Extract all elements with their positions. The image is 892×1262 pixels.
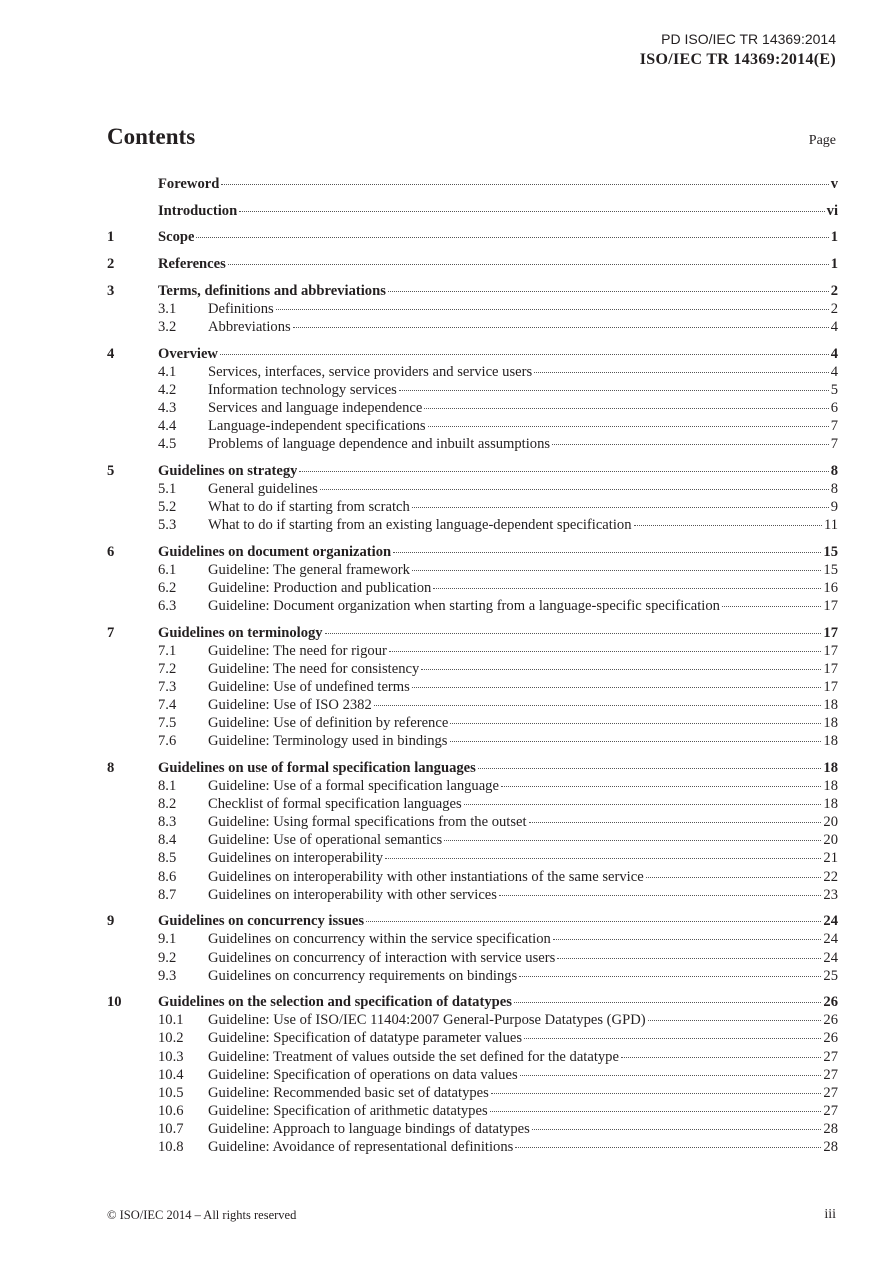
toc-entry-title: Guideline: Specification of arithmetic datatypes <box>208 1102 488 1119</box>
page-column-label: Page <box>808 133 836 148</box>
toc-entry-page: 26 <box>823 994 838 1011</box>
toc-entry-number: 10.7 <box>158 1120 184 1137</box>
toc-entry-number: 8.6 <box>158 868 177 885</box>
toc-entry-main[interactable] <box>107 624 838 642</box>
toc-entry-page: 25 <box>823 967 838 984</box>
dot-leader <box>450 723 821 724</box>
dot-leader <box>276 309 829 310</box>
dot-leader <box>412 507 829 508</box>
toc-entry-sub[interactable] <box>107 732 838 750</box>
dot-leader <box>634 525 822 526</box>
dot-leader <box>228 264 829 265</box>
toc-entry-title: Guideline: Use of operational semantics <box>208 832 443 849</box>
toc-entry-title: References <box>158 256 226 273</box>
dot-leader <box>648 1020 822 1021</box>
dot-leader <box>393 552 821 553</box>
toc-entry-title: Guideline: Use of ISO 2382 <box>208 697 372 714</box>
toc-entry-sub[interactable] <box>107 498 838 516</box>
toc-entry-sub[interactable] <box>107 516 838 534</box>
toc-entry-sub[interactable] <box>107 417 838 435</box>
toc-entry-number: 5.3 <box>158 517 177 534</box>
toc-entry-sub[interactable] <box>107 642 838 660</box>
toc-entry-title: Services and language independence <box>208 399 423 416</box>
toc-entry-sub[interactable] <box>107 399 838 417</box>
header-document-id: PD ISO/IEC TR 14369:2014 <box>661 31 836 47</box>
toc-entry-number: 7.5 <box>158 715 177 732</box>
toc-entry-title: Abbreviations <box>208 318 291 335</box>
toc-entry-title: Guidelines on concurrency issues <box>158 913 365 930</box>
toc-entry-sub[interactable] <box>107 696 838 714</box>
dot-leader <box>532 1129 822 1130</box>
toc-entry-sub[interactable] <box>107 949 838 967</box>
toc-entry-main[interactable] <box>107 345 838 363</box>
toc-entry-sub[interactable] <box>107 300 838 318</box>
toc-entry-page: 20 <box>823 832 838 849</box>
toc-entry-page: 7 <box>830 418 838 434</box>
toc-entry-page: 17 <box>823 642 838 659</box>
toc-entry-title: Checklist of formal specification languages <box>208 796 462 813</box>
toc-entry-sub[interactable] <box>107 849 838 867</box>
toc-entry-number: 7.4 <box>158 697 177 714</box>
toc-entry-title: Problems of language dependence and inbuilt assumptions <box>208 436 551 453</box>
toc-entry-main[interactable] <box>107 228 838 246</box>
dot-leader <box>501 786 821 787</box>
toc-entry-sub[interactable] <box>107 795 838 813</box>
toc-entry-page: 18 <box>823 778 838 795</box>
dot-leader <box>464 804 822 805</box>
toc-entry-page: 16 <box>823 579 838 596</box>
toc-entry-number: 6.3 <box>158 598 177 615</box>
toc-entry-number: 4.3 <box>158 399 177 416</box>
toc-entry-page: 26 <box>823 1012 838 1029</box>
toc-entry-sub[interactable] <box>107 831 838 849</box>
toc-entry-title: Guidelines on terminology <box>158 624 323 641</box>
dot-leader <box>621 1057 821 1058</box>
dot-leader <box>646 877 822 878</box>
toc-entry-title: Guideline: Using formal specifications from the outset <box>208 814 527 831</box>
dot-leader <box>412 687 822 688</box>
toc-entry-title: Guideline: The general framework <box>208 561 410 578</box>
toc-entry-title: Guideline: Approach to language bindings of datatypes <box>208 1120 530 1137</box>
dot-leader <box>412 570 821 571</box>
toc-entry-sub[interactable] <box>107 660 838 678</box>
toc-entry-number: 9 <box>107 913 115 930</box>
toc-entry-number: 7.1 <box>158 642 177 659</box>
toc-entry-title: Guideline: Specification of datatype parameter values <box>208 1030 523 1047</box>
toc-entry-main[interactable] <box>107 993 838 1011</box>
toc-entry-title: Guideline: Production and publication <box>208 579 432 596</box>
dot-leader <box>529 822 822 823</box>
toc-entry-number: 10.1 <box>158 1012 184 1029</box>
toc-entry-page: 26 <box>823 1030 838 1047</box>
dot-leader <box>524 1038 821 1039</box>
toc-entry-number: 4.5 <box>158 436 177 453</box>
toc-entry-title: Guideline: Use of ISO/IEC 11404:2007 General-Purpose Datatypes (GPD) <box>208 1012 646 1029</box>
toc-entry-number: 7.3 <box>158 679 177 695</box>
toc-entry-page: 28 <box>823 1139 838 1156</box>
dot-leader <box>320 489 829 490</box>
dot-leader <box>366 921 821 922</box>
toc-entry-title: Guidelines on interoperability with other services <box>208 886 497 903</box>
toc-entry-sub[interactable] <box>107 381 838 399</box>
dot-leader <box>491 1093 822 1094</box>
toc-entry-page: 4 <box>830 318 838 335</box>
toc-entry-page: 17 <box>823 679 838 695</box>
toc-entry-page: 27 <box>823 1102 838 1119</box>
dot-leader <box>520 1075 822 1076</box>
toc-entry-title: What to do if starting from an existing language-dependent specification <box>208 517 632 534</box>
toc-entry-number: 10.6 <box>158 1102 184 1119</box>
toc-entry-number: 10.4 <box>158 1066 184 1083</box>
toc-entry-sub[interactable] <box>107 777 838 795</box>
toc-entry-number: 2 <box>107 256 115 273</box>
toc-entry-main[interactable] <box>107 255 838 273</box>
toc-entry-page: 1 <box>830 256 838 273</box>
toc-entry-sub[interactable] <box>107 1066 838 1084</box>
toc-entry-main[interactable] <box>107 462 838 480</box>
toc-entry-number: 8 <box>107 759 115 776</box>
toc-entry-main[interactable] <box>107 912 838 930</box>
toc-entry-number: 10.2 <box>158 1030 184 1047</box>
toc-entry-number: 3 <box>107 282 115 299</box>
toc-entry-main[interactable] <box>107 175 838 193</box>
dot-leader <box>499 895 821 896</box>
toc-entry-title: Guidelines on the selection and specification of datatypes <box>158 994 512 1011</box>
toc-entry-title: Guidelines on concurrency within the service specification <box>208 931 551 948</box>
toc-entry-page: 6 <box>830 399 838 416</box>
dot-leader <box>421 669 821 670</box>
dot-leader <box>722 606 821 607</box>
toc-entry-page: 8 <box>830 480 838 497</box>
dot-leader <box>444 840 821 841</box>
toc-entry-title: Definitions <box>208 300 274 317</box>
toc-entry-sub[interactable] <box>107 813 838 831</box>
toc-entry-title: Introduction <box>158 202 238 219</box>
toc-entry-sub[interactable] <box>107 318 838 336</box>
toc-entry-title: Guidelines on use of formal specification languages <box>158 759 476 776</box>
toc-entry-page: 27 <box>823 1084 838 1101</box>
toc-entry-page: 2 <box>830 282 838 299</box>
toc-entry-title: Guideline: The need for rigour <box>208 642 387 659</box>
toc-entry-number: 6 <box>107 543 115 560</box>
toc-entry-title: Guideline: Use of definition by reference <box>208 715 449 732</box>
toc-entry-page: 15 <box>823 561 838 578</box>
toc-entry-page: 20 <box>823 814 838 831</box>
toc-entry-page: 21 <box>823 850 838 867</box>
dot-leader <box>389 651 822 652</box>
toc-entry-sub[interactable] <box>107 678 838 696</box>
toc-entry-number: 4.4 <box>158 418 177 434</box>
toc-entry-page: 22 <box>823 868 838 885</box>
dot-leader <box>299 471 828 472</box>
toc-entry-page: 17 <box>823 660 838 677</box>
toc-entry-title: Guidelines on interoperability <box>208 850 384 867</box>
toc-entry-page: 5 <box>830 381 838 398</box>
toc-entry-title: Guideline: Recommended basic set of datatypes <box>208 1084 489 1101</box>
toc-entry-page: 4 <box>830 345 838 362</box>
toc-entry-page: 24 <box>823 931 838 948</box>
toc-entry-page: v <box>830 176 838 192</box>
toc-entry-number: 10.3 <box>158 1048 184 1065</box>
toc-entry-page: 18 <box>823 697 838 714</box>
dot-leader <box>221 184 828 185</box>
dot-leader <box>196 237 828 238</box>
toc-entry-sub[interactable] <box>107 561 838 579</box>
toc-entry-page: 2 <box>830 300 838 317</box>
toc-entry-title: General guidelines <box>208 480 318 497</box>
toc-entry-number: 6.1 <box>158 561 177 578</box>
toc-entry-number: 5.1 <box>158 480 177 497</box>
toc-entry-page: 18 <box>823 796 838 813</box>
toc-entry-number: 7 <box>107 624 115 641</box>
toc-entry-number: 4.2 <box>158 381 177 398</box>
toc-entry-page: 18 <box>823 759 838 776</box>
toc-entry-number: 5.2 <box>158 498 177 515</box>
toc-entry-title: What to do if starting from scratch <box>208 498 410 515</box>
page-title: Contents <box>107 124 196 149</box>
toc-entry-number: 10 <box>107 994 122 1011</box>
dot-leader <box>557 958 821 959</box>
toc-entry-sub[interactable] <box>107 967 838 985</box>
toc-entry-number: 8.7 <box>158 886 177 903</box>
toc-entry-title: Information technology services <box>208 381 397 398</box>
toc-entry-page: 8 <box>830 462 838 479</box>
dot-leader <box>515 1147 821 1148</box>
toc-entry-page: 23 <box>823 886 838 903</box>
toc-entry-title: Guideline: Terminology used in bindings <box>208 733 448 750</box>
toc-entry-sub[interactable] <box>107 1011 838 1029</box>
toc-entry-number: 10.8 <box>158 1139 184 1156</box>
toc-entry-number: 8.3 <box>158 814 177 831</box>
toc-entry-sub[interactable] <box>107 886 838 904</box>
toc-entry-title: Guideline: Use of a formal specification language <box>208 778 499 795</box>
dot-leader <box>388 291 829 292</box>
toc-entry-title: Scope <box>158 229 195 246</box>
dot-leader <box>399 390 829 391</box>
toc-entry-page: 7 <box>830 436 838 453</box>
toc-entry-number: 5 <box>107 462 115 479</box>
toc-entry-title: Overview <box>158 345 218 362</box>
toc-entry-page: 17 <box>823 598 838 615</box>
toc-entry-sub[interactable] <box>107 480 838 498</box>
toc-entry-title: Terms, definitions and abbreviations <box>158 282 386 299</box>
toc-entry-number: 4.1 <box>158 363 177 380</box>
toc-entry-number: 9.1 <box>158 931 177 948</box>
dot-leader <box>514 1002 822 1003</box>
toc-entry-sub[interactable] <box>107 1048 838 1066</box>
toc-entry-number: 7.2 <box>158 660 177 677</box>
toc-entry-number: 9.2 <box>158 949 177 966</box>
toc-entry-main[interactable] <box>107 759 838 777</box>
toc-entry-title: Guidelines on strategy <box>158 462 298 479</box>
toc-entry-title: Guideline: The need for consistency <box>208 660 420 677</box>
toc-entry-number: 8.2 <box>158 796 177 813</box>
dot-leader <box>239 211 824 212</box>
footer-page-number: iii <box>824 1207 836 1222</box>
toc-entry-title: Guidelines on concurrency requirements on bindings <box>208 967 518 984</box>
toc-entry-number: 8.5 <box>158 850 177 867</box>
footer-copyright: © ISO/IEC 2014 – All rights reserved <box>107 1208 297 1222</box>
toc-entry-page: 4 <box>830 363 838 380</box>
dot-leader <box>220 354 829 355</box>
toc-entry-page: 24 <box>823 949 838 966</box>
toc-entry-title: Foreword <box>158 176 220 192</box>
toc-entry-title: Guideline: Treatment of values outside the set defined for the datatype <box>208 1048 619 1065</box>
toc-entry-page: 17 <box>823 624 838 641</box>
toc-entry-main[interactable] <box>107 202 838 220</box>
dot-leader <box>478 768 822 769</box>
toc-entry-number: 4 <box>107 345 115 362</box>
dot-leader <box>552 444 829 445</box>
toc-entry-main[interactable] <box>107 543 838 561</box>
toc-entry-number: 8.4 <box>158 832 177 849</box>
toc-entry-number: 6.2 <box>158 579 177 596</box>
table-of-contents <box>107 175 838 1156</box>
toc-entry-title: Language-independent specifications <box>208 418 426 434</box>
dot-leader <box>293 327 829 328</box>
dot-leader <box>424 408 828 409</box>
dot-leader <box>428 426 829 427</box>
toc-entry-sub[interactable] <box>107 1102 838 1120</box>
toc-entry-sub[interactable] <box>107 597 838 615</box>
dot-leader <box>374 705 822 706</box>
toc-entry-page: 11 <box>823 517 838 534</box>
toc-entry-sub[interactable] <box>107 1029 838 1047</box>
toc-entry-sub[interactable] <box>107 435 838 453</box>
toc-entry-number: 8.1 <box>158 778 177 795</box>
dot-leader <box>385 858 821 859</box>
toc-entry-page: 28 <box>823 1120 838 1137</box>
toc-entry-sub[interactable] <box>107 1120 838 1138</box>
toc-entry-title: Guidelines on concurrency of interaction with service users <box>208 949 556 966</box>
toc-entry-page: 27 <box>823 1048 838 1065</box>
toc-entry-page: vi <box>826 202 838 219</box>
toc-entry-number: 3.2 <box>158 318 177 335</box>
dot-leader <box>450 741 822 742</box>
toc-entry-page: 9 <box>830 498 838 515</box>
toc-entry-page: 18 <box>823 715 838 732</box>
toc-entry-sub[interactable] <box>107 868 838 886</box>
toc-entry-title: Guideline: Use of undefined terms <box>208 679 410 695</box>
toc-entry-number: 9.3 <box>158 967 177 984</box>
toc-entry-title: Guidelines on interoperability with other instantiations of the same service <box>208 868 644 885</box>
dot-leader <box>325 633 822 634</box>
toc-entry-page: 1 <box>830 229 838 246</box>
toc-entry-sub[interactable] <box>107 1084 838 1102</box>
toc-entry-page: 27 <box>823 1066 838 1083</box>
toc-entry-sub[interactable] <box>107 714 838 732</box>
toc-entry-main[interactable] <box>107 282 838 300</box>
toc-entry-number: 10.5 <box>158 1084 184 1101</box>
dot-leader <box>519 976 821 977</box>
toc-entry-sub[interactable] <box>107 579 838 597</box>
toc-entry-sub[interactable] <box>107 1138 838 1156</box>
toc-entry-number: 7.6 <box>158 733 177 750</box>
dot-leader <box>534 372 829 373</box>
toc-entry-sub[interactable] <box>107 363 838 381</box>
toc-entry-title: Guidelines on document organization <box>158 543 392 560</box>
toc-entry-title: Services, interfaces, service providers and service users <box>208 363 533 380</box>
dot-leader <box>433 588 821 589</box>
toc-entry-page: 18 <box>823 733 838 750</box>
toc-entry-page: 24 <box>823 913 838 930</box>
toc-entry-number: 1 <box>107 229 115 246</box>
dot-leader <box>490 1111 822 1112</box>
dot-leader <box>553 939 822 940</box>
toc-entry-number: 3.1 <box>158 300 177 317</box>
toc-entry-title: Guideline: Avoidance of representational definitions <box>208 1139 514 1156</box>
toc-entry-title: Guideline: Specification of operations on data values <box>208 1066 518 1083</box>
toc-entry-sub[interactable] <box>107 930 838 948</box>
toc-entry-page: 15 <box>823 543 838 560</box>
header-standard-id: ISO/IEC TR 14369:2014(E) <box>639 51 836 68</box>
toc-entry-title: Guideline: Document organization when starting from a language-specific specification <box>208 598 720 615</box>
